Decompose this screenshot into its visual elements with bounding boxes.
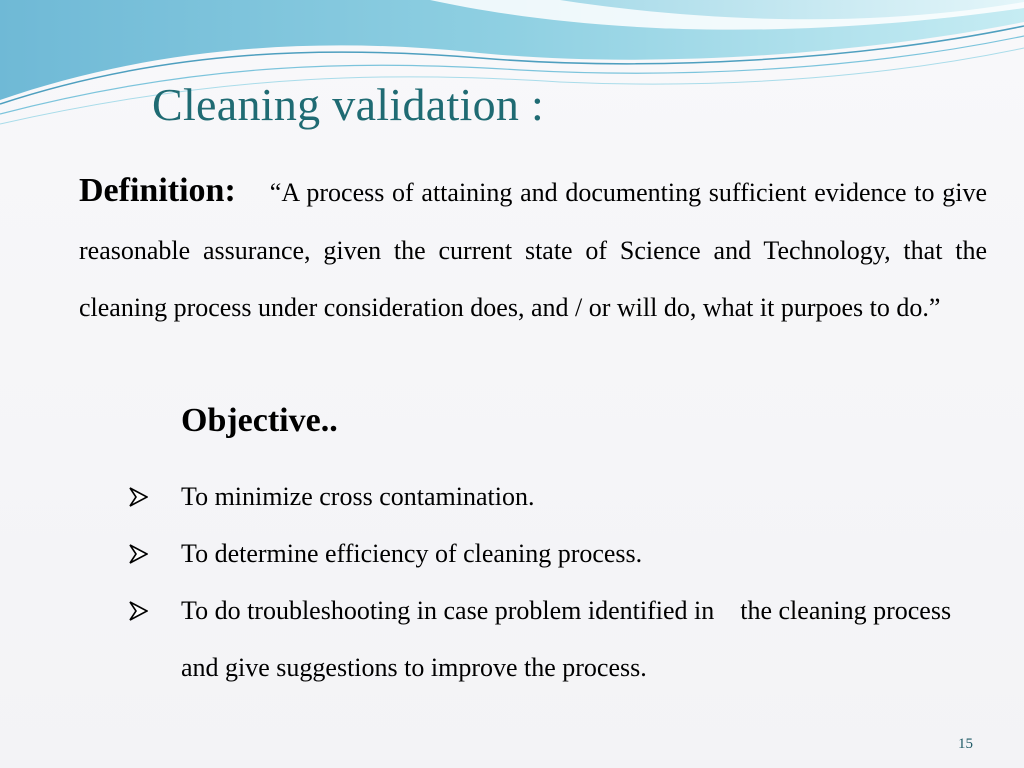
definition-paragraph (79, 162, 987, 337)
objective-item (126, 582, 966, 696)
objective-text-start: To do troubleshooting in case problem identified in (181, 596, 715, 625)
arrowhead-bullet-icon (128, 487, 148, 507)
arrowhead-bullet-icon (128, 544, 148, 564)
objective-heading: Objective.. (181, 402, 338, 439)
definition-label: Definition: (79, 172, 236, 209)
definition-text: “A process of attaining and documenting sufficient evidence to give reasonable assurance, given the current state of Science and Technology, that the cleaning process under consideration does, and / or will do, what it purpoes to do.” (79, 178, 987, 322)
objectives-list (126, 468, 966, 696)
arrowhead-bullet-icon (128, 601, 148, 621)
objective-text-end: the cleaning process and give suggestions to improve the process. (181, 596, 952, 682)
objective-item (126, 525, 966, 582)
objective-item (126, 468, 966, 525)
objective-text: To determine efficiency of cleaning process. (181, 539, 643, 568)
slide-title: Cleaning validation : (152, 79, 545, 130)
objective-text: To minimize cross contamination. (181, 482, 535, 511)
page-number: 15 (958, 736, 973, 752)
